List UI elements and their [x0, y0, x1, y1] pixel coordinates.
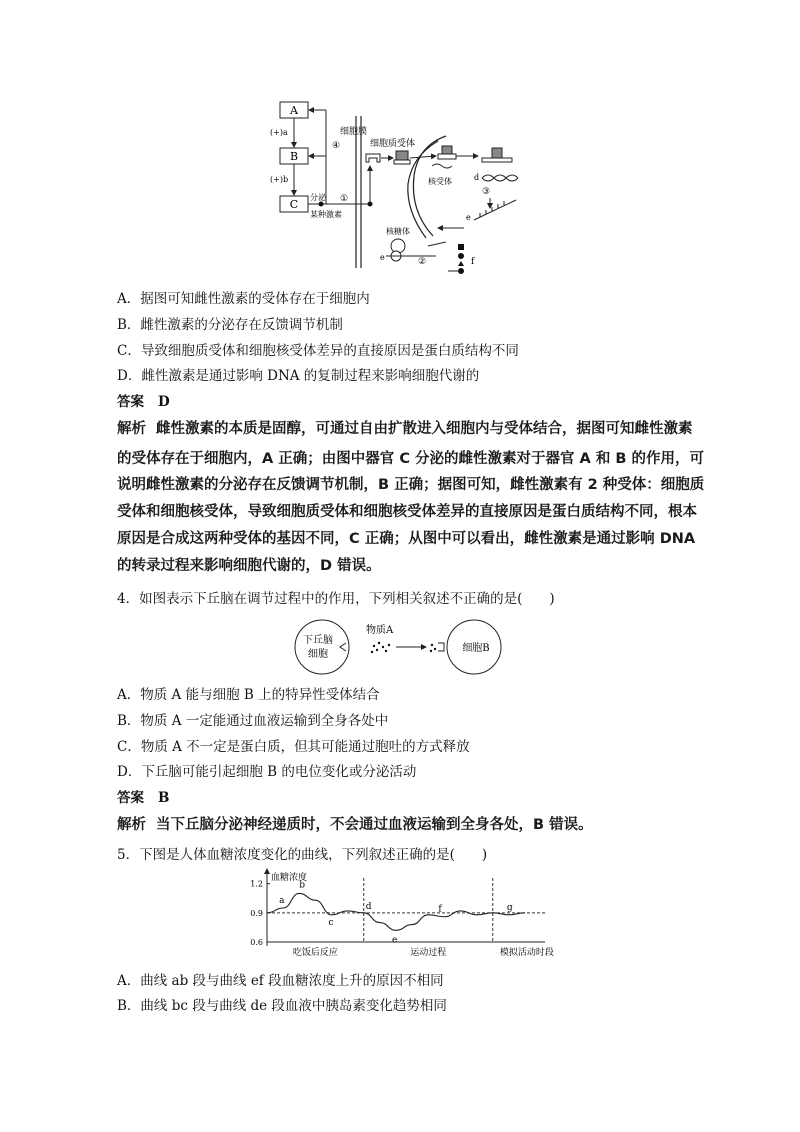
circled-2: ②	[418, 257, 427, 267]
q3-explain-line-5: 原因是合成这两种受体的基因不同，C 正确；从图中可以看出，雌性激素是通过影响 DNA	[117, 531, 696, 547]
y-axis-label: 血糖浓度	[271, 873, 308, 883]
label-f: f	[471, 257, 475, 267]
organ-c-label: C	[289, 198, 299, 211]
left-cell-line1: 下丘脑	[303, 635, 333, 646]
q4-explain	[117, 815, 593, 835]
circled-1: ①	[340, 194, 349, 204]
circled-3: ③	[482, 187, 491, 197]
section-label: 吃饭后反应	[292, 948, 338, 958]
circled-4: ④	[332, 141, 341, 151]
q3-explain-line-2: 的受体存在于细胞内，A 正确；由图中器官 C 分泌的雌性激素对于器官 A 和 B 的作用，可	[117, 451, 704, 467]
label-ribosome: 核糖体	[386, 227, 410, 236]
point-label: a	[279, 896, 285, 906]
blood-glucose-chart	[245, 866, 565, 962]
q5-stem: 5．下图是人体血糖浓度变化的曲线，下列叙述正确的是( )	[117, 847, 488, 863]
right-cell-label: 细胞B	[462, 643, 490, 654]
q3-explain-line-4: 受体和细胞核受体，导致细胞质受体和细胞核受体差异的直接原因是蛋白质结构不同，根本	[117, 504, 697, 520]
label-e-top: e	[466, 213, 471, 222]
label-d: d	[474, 173, 480, 182]
q4-option-d: D．下丘脑可能引起细胞 B 的电位变化或分泌活动	[117, 764, 417, 780]
hormone-receptor-diagram	[268, 96, 530, 286]
label-membrane: 细胞膜	[340, 127, 368, 137]
q4-option-a: A．物质 A 能与细胞 B 上的特异性受体结合	[117, 687, 380, 703]
explain-text: 当下丘脑分泌神经递质时，不会通过血液运输到全身各处，B 错误。	[156, 817, 593, 833]
explain-label: 解析	[117, 421, 146, 437]
q3-answer	[117, 393, 170, 411]
hypothalamus-diagram	[294, 615, 504, 679]
q4-stem: 4．如图表示下丘脑在调节过程中的作用，下列相关叙述不正确的是( )	[117, 591, 555, 607]
q3-option-d: D．雌性激素是通过影响 DNA 的复制过程来影响细胞代谢的	[117, 368, 480, 384]
label-plus-b: (+)b	[270, 175, 289, 184]
y-axis-arrow	[264, 868, 270, 874]
answer-value: D	[158, 394, 170, 410]
label-secrete: 分泌	[310, 193, 326, 202]
answer-label: 答案	[117, 394, 144, 410]
q5-option-b: B．曲线 bc 段与曲线 de 段血液中胰岛素变化趋势相同	[117, 998, 447, 1014]
y-tick-label: 0.6	[250, 938, 263, 947]
point-label: g	[506, 902, 513, 913]
point-label: d	[365, 901, 372, 912]
q3-option-b: B．雌性激素的分泌存在反馈调节机制	[117, 317, 343, 333]
organ-b-label: B	[289, 150, 299, 163]
q3-option-c: C．导致细胞质受体和细胞核受体差异的直接原因是蛋白质结构不同	[117, 343, 519, 359]
explain-label: 解析	[117, 817, 146, 833]
section-label: 模拟活动时段	[499, 948, 554, 958]
label-plus-a: (+)a	[270, 128, 288, 137]
explain-text: 雌性激素的本质是固醇，可通过自由扩散进入细胞内与受体结合，据图可知雌性激素	[156, 421, 693, 437]
label-nuc-receptor: 核受体	[428, 177, 452, 186]
label-e-bottom: e	[380, 253, 385, 262]
answer-label: 答案	[117, 790, 144, 806]
point-label: f	[438, 904, 442, 915]
answer-value: B	[158, 790, 170, 806]
point-label: b	[299, 880, 306, 891]
q3-explain-line-1	[117, 419, 693, 439]
label-hormone: 某种激素	[310, 210, 342, 219]
left-cell-line2: 细胞	[308, 649, 328, 660]
glucose-curve	[267, 893, 525, 930]
y-tick-label: 0.9	[250, 908, 263, 918]
section-label: 运动过程	[410, 948, 447, 958]
q3-explain-line-3: 说明雌性激素的分泌存在反馈调节机制，B 正确；据图可知，雌性激素有 2 种受体：细胞质	[117, 477, 705, 493]
y-tick-label: 1.2	[250, 879, 263, 889]
point-label: c	[328, 917, 334, 928]
q3-option-a: A．据图可知雌性激素的受体存在于细胞内	[117, 291, 370, 307]
q4-option-c: C．物质 A 不一定是蛋白质，但其可能通过胞吐的方式释放	[117, 739, 470, 755]
q4-option-b: B．物质 A 一定能通过血液运输到全身各处中	[117, 713, 389, 729]
organ-a-label: A	[290, 104, 298, 117]
point-label: e	[392, 935, 398, 946]
substance-a-label: 物质A	[366, 625, 394, 636]
label-cyto-receptor: 细胞质受体	[370, 139, 416, 149]
q4-answer	[117, 789, 169, 807]
q5-option-a: A．曲线 ab 段与曲线 ef 段血糖浓度上升的原因不相同	[117, 973, 444, 989]
q3-explain-line-6: 的转录过程来影响细胞代谢的，D 错误。	[117, 558, 381, 574]
